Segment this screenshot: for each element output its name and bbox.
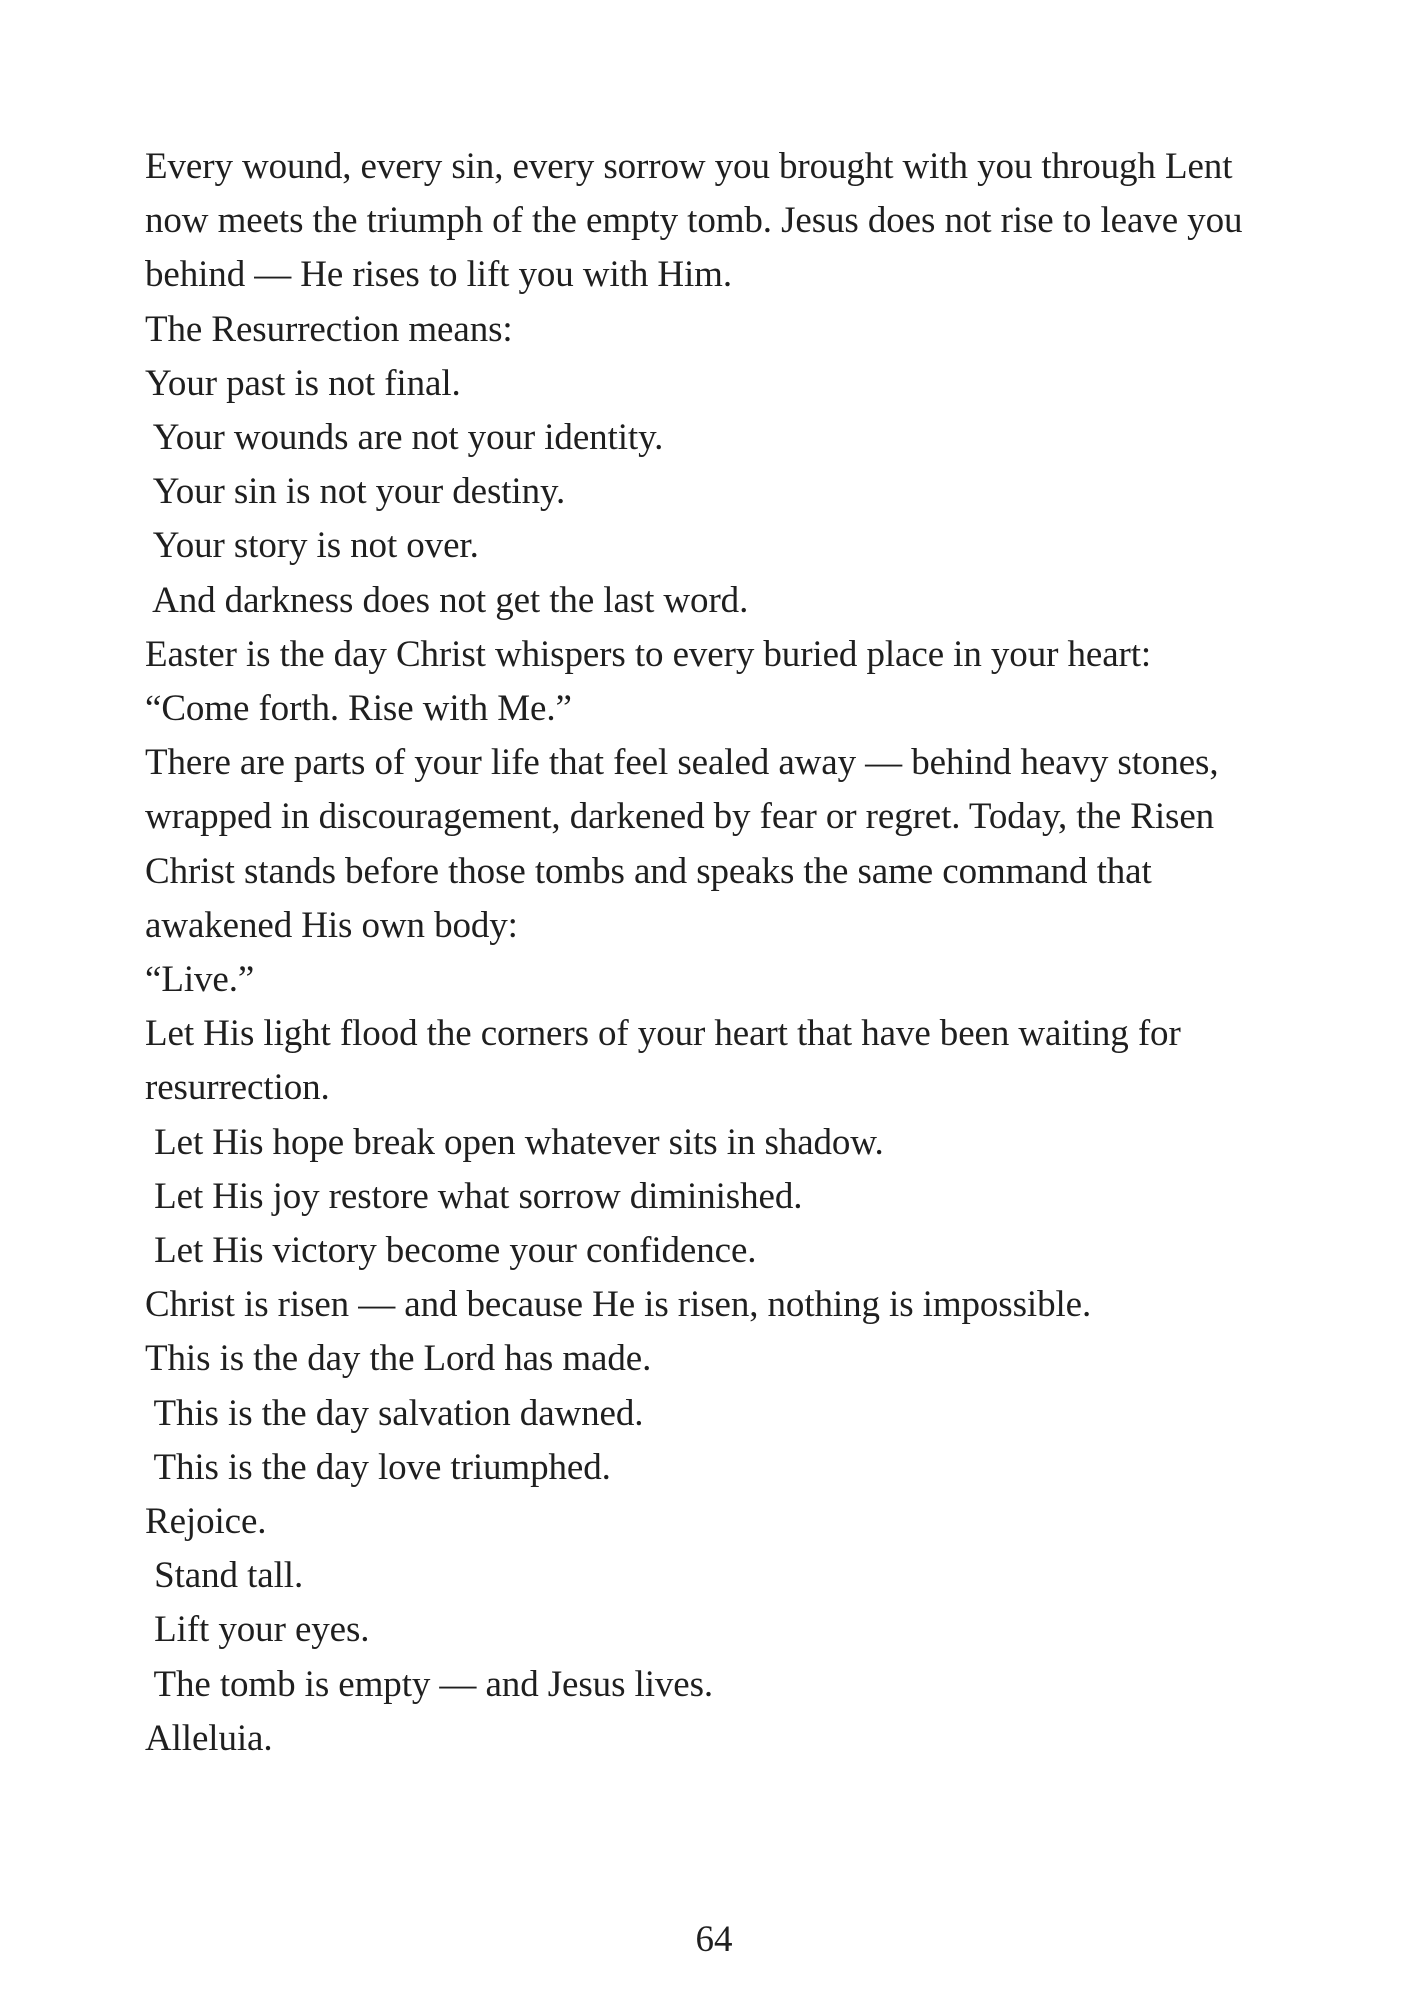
text-line: Alleluia. — [145, 1717, 273, 1759]
body-text — [145, 140, 1295, 1766]
text-line: Christ is risen — and because He is risen, nothing is impossible. — [145, 1284, 1092, 1326]
text-line: Your wounds are not your identity. — [145, 417, 664, 459]
text-line: The Resurrection means: — [145, 308, 513, 350]
text-line: Easter is the day Christ whispers to every buried place in your heart: — [145, 633, 1152, 675]
text-line: Your past is not final. — [145, 362, 461, 404]
text-line: Lift your eyes. — [145, 1609, 370, 1651]
text-line: behind — He rises to lift you with Him. — [145, 254, 733, 296]
text-line: wrapped in discouragement, darkened by fear or regret. Today, the Risen — [145, 796, 1215, 838]
text-line: Your sin is not your destiny. — [145, 471, 566, 513]
text-line: This is the day the Lord has made. — [145, 1338, 652, 1380]
text-line: The tomb is empty — and Jesus lives. — [145, 1663, 714, 1705]
text-line: This is the day salvation dawned. — [145, 1392, 644, 1434]
text-line: Let His light flood the corners of your heart that have been waiting for — [145, 1013, 1181, 1055]
text-line: This is the day love triumphed. — [145, 1446, 611, 1488]
text-line: awakened His own body: — [145, 904, 518, 946]
text-line: “Live.” — [145, 959, 255, 1001]
text-line: And darkness does not get the last word. — [145, 579, 749, 621]
text-line: Let His victory become your confidence. — [145, 1230, 757, 1272]
text-line: Christ stands before those tombs and speaks the same command that — [145, 850, 1152, 892]
text-line: Stand tall. — [145, 1555, 304, 1597]
text-line: resurrection. — [145, 1067, 330, 1109]
text-line: Rejoice. — [145, 1501, 267, 1543]
page-number: 64 — [695, 1919, 733, 1960]
text-line: Let His joy restore what sorrow diminished. — [145, 1175, 803, 1217]
text-line: Let His hope break open whatever sits in shadow. — [145, 1121, 884, 1163]
text-line: Every wound, every sin, every sorrow you brought with you through Lent — [145, 146, 1233, 187]
text-line: There are parts of your life that feel sealed away — behind heavy stones, — [145, 742, 1219, 784]
text-line: “Come forth. Rise with Me.” — [145, 688, 572, 730]
text-line: now meets the triumph of the empty tomb. Jesus does not rise to leave you — [145, 200, 1243, 242]
text-line: Your story is not over. — [145, 525, 479, 567]
